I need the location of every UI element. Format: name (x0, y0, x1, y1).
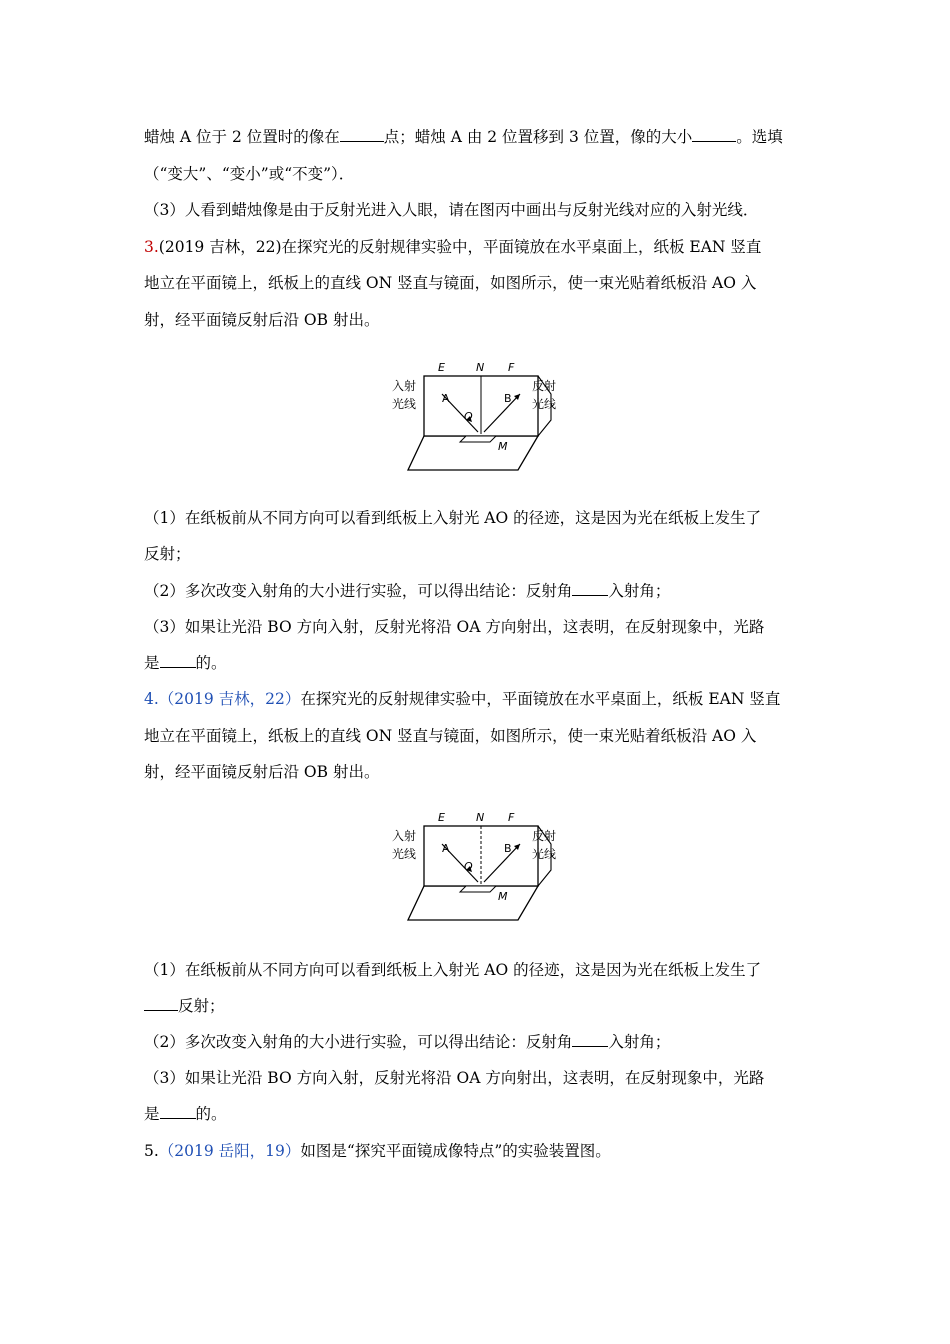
answer-blank (572, 581, 608, 596)
answer-blank (572, 1032, 608, 1047)
text-span: 的。 (195, 654, 227, 672)
label-m: M (498, 440, 508, 453)
text-line: 地立在平面镜上，纸板上的直线 ON 竖直与镜面，如图所示，使一束光贴着纸板沿 AO 入 (144, 274, 757, 292)
question-source: （2019 岳阳，19） (158, 1142, 301, 1160)
text-span: 是 (144, 654, 160, 672)
label-n: N (476, 811, 485, 824)
reflection-diagram-svg (386, 804, 566, 926)
text-line: （1）在纸板前从不同方向可以看到纸板上入射光 AO 的径迹，这是因为光在纸板上发生了 (144, 509, 762, 527)
question-number: 4. (144, 690, 159, 708)
text-span: 在探究光的反射规律实验中，平面镜放在水平桌面上，纸板 EAN 竖直 (281, 238, 762, 256)
question-5-line (144, 1141, 814, 1161)
label-incident-2: 光线 (392, 847, 417, 861)
text-line: 射，经平面镜反射后沿 OB 射出。 (144, 311, 380, 329)
text-line: （1）在纸板前从不同方向可以看到纸板上入射光 AO 的径迹，这是因为光在纸板上发生了 (144, 961, 762, 979)
text-span: 是 (144, 1105, 160, 1123)
text-line: （“变大”、“变小”或“不变”）． (144, 165, 355, 183)
answer-blank (692, 127, 736, 142)
mirror (460, 436, 496, 442)
text-line: 反射； (144, 545, 191, 563)
label-reflect-1: 反射 (532, 379, 557, 393)
text-line (144, 1032, 814, 1052)
text-line: （3）如果让光沿 BO 方向入射，反射光将沿 OA 方向射出，这表明，在反射现象中，光路 (144, 1069, 765, 1087)
label-incident-2: 光线 (392, 397, 417, 411)
text-line: 地立在平面镜上，纸板上的直线 ON 竖直与镜面，如图所示，使一束光贴着纸板沿 AO 入 (144, 727, 757, 745)
answer-blank (340, 127, 384, 142)
text-span: 如图是“探究平面镜成像特点”的实验装置图。 (300, 1142, 611, 1160)
question-source: (2019 吉林，22) (158, 238, 282, 256)
text-span: 。选填 (736, 128, 783, 146)
text-span: 的。 (195, 1105, 227, 1123)
text-span: 在探究光的反射规律实验中，平面镜放在水平桌面上，纸板 EAN 竖直 (300, 690, 781, 708)
label-reflect-1: 反射 (532, 829, 557, 843)
label-reflect-2: 光线 (532, 847, 557, 861)
reflection-figure (386, 804, 566, 930)
reflection-diagram-svg (386, 354, 566, 476)
text-line (144, 996, 814, 1016)
label-o: O (464, 410, 473, 423)
label-b: B (504, 842, 512, 855)
text-span: 点；蜡烛 A 由 2 位置移到 3 位置，像的大小 (383, 128, 693, 146)
label-a: A (442, 392, 450, 405)
label-o: O (464, 860, 473, 873)
label-a: A (442, 842, 450, 855)
text-line (144, 127, 814, 147)
question-3-line (144, 237, 814, 257)
question-source: （2019 吉林，22） (158, 690, 301, 708)
question-number: 5. (144, 1142, 159, 1160)
text-line: （3）如果让光沿 BO 方向入射，反射光将沿 OA 方向射出，这表明，在反射现象中，光路 (144, 618, 765, 636)
text-line (144, 653, 814, 673)
label-e: E (438, 811, 445, 824)
text-span: （2）多次改变入射角的大小进行实验，可以得出结论：反射角 (144, 1033, 573, 1051)
label-f: F (508, 361, 515, 374)
answer-blank (144, 996, 178, 1011)
label-m: M (498, 890, 508, 903)
answer-blank (160, 653, 196, 668)
question-number: 3. (144, 238, 159, 256)
text-span: 入射角； (608, 1033, 671, 1051)
text-span: 反射； (178, 997, 225, 1015)
text-line (144, 1104, 814, 1124)
answer-blank (160, 1104, 196, 1119)
label-e: E (438, 361, 445, 374)
label-b: B (504, 392, 512, 405)
text-line: 射，经平面镜反射后沿 OB 射出。 (144, 763, 380, 781)
label-n: N (476, 361, 485, 374)
label-incident-1: 入射 (392, 829, 417, 843)
text-span: 入射角； (608, 582, 671, 600)
text-line: （3）人看到蜡烛像是由于反射光进入人眼，请在图丙中画出与反射光线对应的入射光线． (144, 201, 759, 219)
reflection-figure (386, 354, 566, 480)
label-incident-1: 入射 (392, 379, 417, 393)
label-reflect-2: 光线 (532, 397, 557, 411)
mirror (460, 886, 496, 892)
label-f: F (508, 811, 515, 824)
text-span: （2）多次改变入射角的大小进行实验，可以得出结论：反射角 (144, 582, 573, 600)
question-4-line (144, 689, 814, 709)
text-span: 蜡烛 A 位于 2 位置时的像在 (144, 128, 340, 146)
text-line (144, 581, 814, 601)
